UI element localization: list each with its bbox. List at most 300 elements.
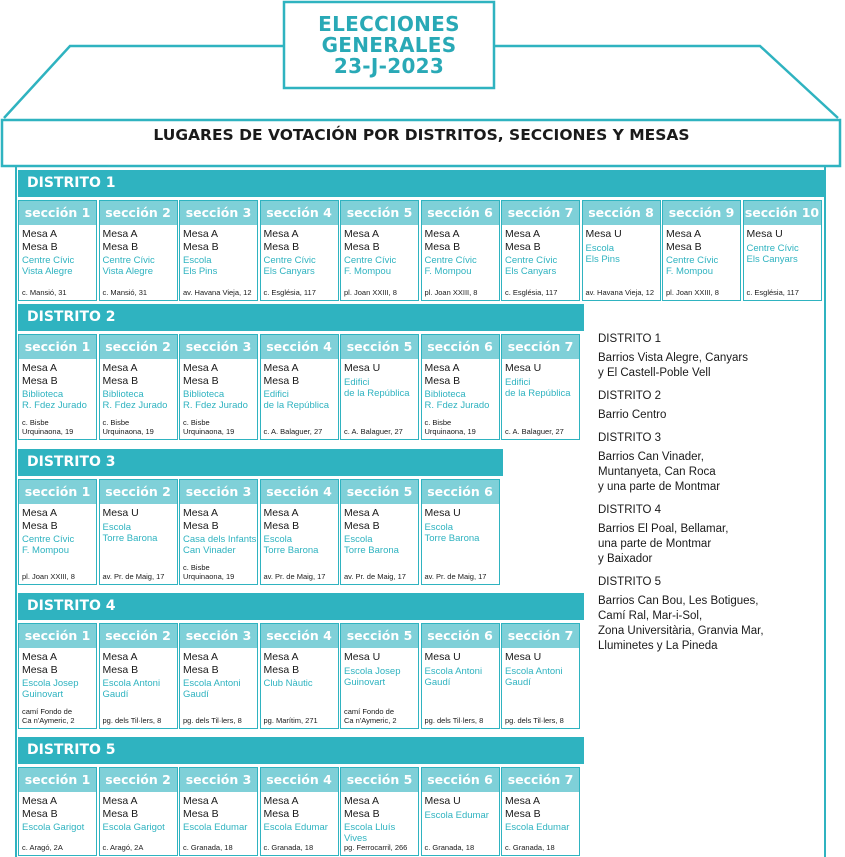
mesa-item: Mesa A bbox=[263, 795, 299, 807]
place-line: Guinovart bbox=[344, 676, 386, 688]
mesa-item: Mesa B bbox=[344, 519, 380, 532]
place-line: R. Fdez Jurado bbox=[183, 400, 248, 411]
section-card bbox=[18, 623, 97, 729]
section-card bbox=[501, 334, 580, 440]
address-line: c. Església, 117 bbox=[746, 288, 799, 297]
place-line: Escola bbox=[585, 242, 615, 254]
legend-description bbox=[598, 522, 818, 567]
mesa-item: Mesa A bbox=[183, 362, 219, 374]
section-card bbox=[99, 200, 178, 301]
legend-title: DISTRITO 1 bbox=[598, 333, 662, 345]
place-line: Centre Cívic bbox=[102, 255, 155, 266]
section-label: sección 3 bbox=[180, 480, 257, 504]
address bbox=[103, 843, 176, 852]
section-label: sección 4 bbox=[261, 335, 338, 359]
section-label: sección 1 bbox=[19, 480, 96, 504]
place-line: Escola Antoni bbox=[183, 678, 241, 689]
mesa-list bbox=[422, 225, 499, 253]
polling-place bbox=[19, 253, 96, 277]
legend-line: Camí Ral, Mar-i-Sol, bbox=[598, 610, 703, 622]
mesa-item: Mesa A bbox=[183, 651, 219, 663]
mesa-list bbox=[19, 225, 96, 253]
polling-place bbox=[744, 241, 821, 265]
section-label: sección 4 bbox=[261, 480, 338, 504]
address-line: pl. Joan XXIII, 8 bbox=[666, 288, 719, 297]
section-card bbox=[260, 767, 339, 856]
place-line: R. Fdez Jurado bbox=[424, 400, 490, 411]
address bbox=[183, 418, 256, 436]
polling-place bbox=[502, 253, 579, 277]
address bbox=[183, 288, 256, 297]
mesa-item: Mesa B bbox=[22, 663, 58, 676]
place-line: Torre Barona bbox=[424, 532, 480, 544]
section-card bbox=[18, 334, 97, 440]
address bbox=[22, 707, 95, 725]
address-line: av. Havana Vieja, 12 bbox=[585, 288, 655, 297]
legend-line: Barrios Vista Alegre, Canyars bbox=[598, 352, 748, 364]
legend-line: Barrios El Poal, Bellamar, bbox=[598, 523, 729, 535]
polling-place bbox=[100, 387, 177, 411]
mesa-item: Mesa B bbox=[22, 519, 58, 532]
address bbox=[344, 843, 417, 852]
section-card bbox=[99, 623, 178, 729]
section-label: sección 7 bbox=[502, 624, 579, 648]
section-card bbox=[179, 334, 258, 440]
address bbox=[183, 843, 256, 852]
section-card bbox=[260, 334, 339, 440]
section-label: sección 5 bbox=[341, 335, 418, 359]
section-label: sección 7 bbox=[502, 335, 579, 359]
address-line: c. Mansió, 31 bbox=[22, 288, 67, 297]
address-line: Urquinaona, 19 bbox=[183, 572, 235, 581]
section-card bbox=[260, 623, 339, 729]
place-line: Escola Edumar bbox=[424, 809, 489, 821]
mesa-list bbox=[19, 792, 96, 820]
section-card bbox=[99, 767, 178, 856]
polling-place bbox=[180, 387, 257, 411]
mesa-list bbox=[502, 792, 579, 820]
place-line: Torre Barona bbox=[263, 545, 319, 556]
place-line: Centre Cívic bbox=[424, 255, 477, 266]
section-card bbox=[260, 200, 339, 301]
place-line: Torre Barona bbox=[102, 532, 158, 544]
address bbox=[103, 418, 176, 436]
place-line: Els Canyars bbox=[505, 266, 557, 277]
mesa-list bbox=[422, 648, 499, 664]
mesa-item: Mesa A bbox=[102, 651, 138, 663]
polling-place bbox=[341, 375, 418, 399]
mesa-list bbox=[19, 359, 96, 387]
mesa-item: Mesa B bbox=[263, 240, 300, 253]
mesa-list bbox=[583, 225, 660, 241]
mesa-list bbox=[180, 792, 257, 820]
place-line: Gaudí bbox=[505, 676, 531, 688]
mesa-item: Mesa B bbox=[183, 663, 219, 676]
address-line: c. A. Balaguer, 27 bbox=[344, 427, 403, 436]
section-label: sección 2 bbox=[100, 624, 177, 648]
section-card bbox=[18, 479, 97, 585]
mesa-item: Mesa U bbox=[505, 362, 542, 374]
mesa-item: Mesa U bbox=[424, 795, 461, 807]
address bbox=[425, 716, 498, 725]
section-label: sección 4 bbox=[261, 624, 338, 648]
polling-place bbox=[100, 676, 177, 700]
polling-place bbox=[583, 241, 660, 265]
section-label: sección 6 bbox=[422, 624, 499, 648]
place-line: Torre Barona bbox=[344, 545, 399, 556]
polling-place bbox=[261, 532, 338, 556]
mesa-item: Mesa A bbox=[102, 228, 138, 240]
mesa-item: Mesa A bbox=[183, 507, 219, 519]
mesa-item: Mesa U bbox=[746, 228, 783, 240]
title-box bbox=[284, 2, 494, 88]
section-label: sección 2 bbox=[100, 480, 177, 504]
mesa-item: Mesa B bbox=[666, 240, 702, 253]
address bbox=[666, 288, 739, 297]
section-card bbox=[501, 200, 580, 301]
mesa-item: Mesa B bbox=[424, 374, 461, 387]
address bbox=[586, 288, 659, 297]
page-subtitle: LUGARES DE VOTACIÓN POR DISTRITOS, SECCIONES Y MESAS bbox=[153, 126, 690, 144]
address-line: c. Església, 117 bbox=[505, 288, 558, 297]
section-label: sección 6 bbox=[422, 335, 499, 359]
district-header-1: DISTRITO 1 bbox=[18, 170, 826, 197]
legend-line: Muntanyeta, Can Roca bbox=[598, 466, 716, 478]
address bbox=[344, 572, 417, 581]
mesa-item: Mesa B bbox=[505, 807, 541, 820]
polling-place bbox=[422, 520, 499, 544]
polling-place bbox=[261, 253, 338, 277]
address bbox=[103, 572, 176, 581]
legend-line: y El Castell-Poble Vell bbox=[598, 367, 711, 379]
legend-line: Zona Universitària, Granvia Mar, bbox=[598, 625, 764, 637]
polling-place bbox=[502, 820, 579, 833]
address bbox=[103, 288, 176, 297]
place-line: Escola Antoni bbox=[102, 678, 161, 689]
mesa-item: Mesa B bbox=[263, 519, 300, 532]
legend-group-1 bbox=[598, 333, 818, 381]
place-line: Centre Cívic bbox=[263, 255, 316, 266]
address bbox=[22, 843, 95, 852]
district-header-5: DISTRITO 5 bbox=[18, 737, 584, 764]
address-line: c. Església, 117 bbox=[263, 288, 316, 297]
address bbox=[425, 843, 498, 852]
address-line: pg. dels Til·lers, 8 bbox=[102, 716, 162, 725]
address-line: c. Bisbe bbox=[183, 418, 210, 427]
address-line: camí Fondo de bbox=[344, 707, 395, 716]
mesa-item: Mesa B bbox=[22, 240, 58, 253]
polling-place bbox=[341, 532, 418, 556]
title-line-1: ELECCIONES bbox=[318, 11, 460, 36]
mesa-item: Mesa B bbox=[183, 374, 219, 387]
section-card bbox=[421, 200, 500, 301]
legend-line: Barrios Can Vinader, bbox=[598, 451, 704, 463]
polling-place bbox=[261, 820, 338, 833]
mesa-item: Mesa A bbox=[505, 228, 541, 240]
mesa-item: Mesa A bbox=[424, 228, 460, 240]
place-line: F. Mompou bbox=[22, 545, 69, 556]
address-line: c. Aragó, 2A bbox=[102, 843, 144, 852]
section-label: sección 5 bbox=[341, 201, 418, 225]
address-line: pl. Joan XXIII, 8 bbox=[344, 288, 397, 297]
place-line: Gaudí bbox=[183, 689, 209, 700]
address bbox=[505, 843, 578, 852]
place-line: Escola Lluís Vives bbox=[344, 822, 396, 844]
address bbox=[22, 288, 95, 297]
mesa-item: Mesa A bbox=[102, 362, 138, 374]
mesa-list bbox=[341, 648, 418, 664]
district-legend bbox=[598, 333, 818, 663]
mesa-item: Mesa B bbox=[505, 240, 541, 253]
place-line: Centre Cívic bbox=[746, 242, 799, 254]
polling-place bbox=[100, 520, 177, 544]
mesa-item: Mesa A bbox=[22, 651, 58, 663]
mesa-item: Mesa B bbox=[424, 240, 461, 253]
legend-line: Barrio Centro bbox=[598, 409, 667, 421]
mesa-list bbox=[19, 504, 96, 532]
address-line: Urquinaona, 19 bbox=[22, 427, 74, 436]
section-label: sección 5 bbox=[341, 624, 418, 648]
address bbox=[344, 707, 417, 725]
district-header-4: DISTRITO 4 bbox=[18, 593, 584, 620]
legend-description bbox=[598, 594, 818, 654]
mesa-item: Mesa B bbox=[344, 240, 380, 253]
polling-place bbox=[19, 676, 96, 700]
place-line: Guinovart bbox=[22, 689, 64, 700]
mesa-list bbox=[744, 225, 821, 241]
section-label: sección 3 bbox=[180, 335, 257, 359]
section-label: sección 10 bbox=[744, 201, 821, 225]
mesa-item: Mesa A bbox=[22, 795, 58, 807]
address-line: c. Bisbe bbox=[102, 418, 130, 427]
mesa-item: Mesa U bbox=[344, 651, 381, 663]
address-line: Ca n'Aymeric, 2 bbox=[22, 716, 75, 725]
mesa-item: Mesa A bbox=[263, 228, 299, 240]
address bbox=[505, 288, 578, 297]
district-header-2: DISTRITO 2 bbox=[18, 304, 584, 331]
section-label: sección 6 bbox=[422, 201, 499, 225]
address-line: c. A. Balaguer, 27 bbox=[505, 427, 564, 436]
polling-place bbox=[261, 676, 338, 689]
legend-line: una parte de Montmar bbox=[598, 538, 712, 550]
mesa-item: Mesa A bbox=[344, 795, 380, 807]
place-line: F. Mompou bbox=[424, 266, 472, 277]
place-line: Els Canyars bbox=[263, 266, 315, 277]
mesa-item: Mesa A bbox=[263, 362, 299, 374]
place-line: Escola bbox=[263, 534, 293, 545]
address-line: pg. dels Til·lers, 8 bbox=[183, 716, 242, 725]
mesa-list bbox=[100, 792, 177, 820]
section-card bbox=[501, 767, 580, 856]
place-line: Escola bbox=[424, 521, 454, 533]
address-line: c. Granada, 18 bbox=[183, 843, 233, 852]
place-line: F. Mompou bbox=[666, 266, 713, 277]
address bbox=[264, 572, 337, 581]
place-line: Escola Antoni bbox=[505, 665, 563, 677]
section-card bbox=[340, 479, 419, 585]
section-label: sección 2 bbox=[100, 768, 177, 792]
polling-place bbox=[422, 808, 499, 821]
section-label: sección 7 bbox=[502, 768, 579, 792]
place-line: F. Mompou bbox=[344, 266, 391, 277]
mesa-list bbox=[100, 225, 177, 253]
mesa-item: Mesa A bbox=[344, 507, 380, 519]
mesa-item: Mesa U bbox=[505, 651, 542, 663]
mesa-list bbox=[19, 648, 96, 676]
place-line: Biblioteca bbox=[183, 389, 225, 400]
section-card bbox=[179, 200, 258, 301]
section-label: sección 4 bbox=[261, 201, 338, 225]
mesa-item: Mesa U bbox=[424, 651, 461, 663]
legend-description bbox=[598, 408, 818, 423]
mesa-item: Mesa A bbox=[183, 795, 219, 807]
section-label: sección 1 bbox=[19, 201, 96, 225]
place-line: Centre Cívic bbox=[505, 255, 558, 266]
section-card bbox=[743, 200, 822, 301]
polling-place bbox=[100, 253, 177, 277]
mesa-item: Mesa U bbox=[102, 507, 139, 519]
address bbox=[344, 288, 417, 297]
mesa-list bbox=[261, 504, 338, 532]
mesa-item: Mesa A bbox=[344, 228, 380, 240]
mesa-list bbox=[180, 225, 257, 253]
section-card bbox=[582, 200, 661, 301]
section-card bbox=[421, 623, 500, 729]
section-card bbox=[421, 767, 500, 856]
polling-place bbox=[180, 253, 257, 277]
section-label: sección 3 bbox=[180, 201, 257, 225]
address-line: Ca n'Aymeric, 2 bbox=[344, 716, 397, 725]
polling-place bbox=[341, 253, 418, 277]
section-label: sección 8 bbox=[583, 201, 660, 225]
address bbox=[425, 288, 498, 297]
section-card bbox=[340, 767, 419, 856]
mesa-item: Mesa A bbox=[505, 795, 541, 807]
mesa-list bbox=[100, 504, 177, 520]
address-line: av. Pr. de Maig, 17 bbox=[102, 572, 165, 581]
polling-place bbox=[422, 253, 499, 277]
legend-title: DISTRITO 5 bbox=[598, 576, 662, 588]
mesa-item: Mesa A bbox=[183, 228, 219, 240]
mesa-item: Mesa B bbox=[102, 374, 139, 387]
polling-place bbox=[663, 253, 740, 277]
section-card bbox=[340, 623, 419, 729]
polling-place bbox=[180, 532, 257, 556]
polling-place bbox=[261, 387, 338, 411]
section-label: sección 5 bbox=[341, 768, 418, 792]
mesa-list bbox=[341, 792, 418, 820]
place-line: Vista Alegre bbox=[22, 266, 73, 277]
address-line: c. Granada, 18 bbox=[424, 843, 475, 852]
legend-line: Barrios Can Bou, Les Botigues, bbox=[598, 595, 759, 607]
mesa-list bbox=[261, 359, 338, 387]
mesa-item: Mesa B bbox=[22, 807, 58, 820]
section-card bbox=[260, 479, 339, 585]
place-line: Can Vinader bbox=[183, 545, 236, 556]
polling-place bbox=[422, 387, 499, 411]
address-line: Urquinaona, 19 bbox=[424, 427, 476, 436]
place-line: Escola Josep bbox=[344, 665, 401, 677]
mesa-item: Mesa A bbox=[424, 362, 460, 374]
mesa-item: Mesa B bbox=[344, 807, 380, 820]
address-line: pg. dels Til·lers, 8 bbox=[424, 716, 484, 725]
place-line: Edifici bbox=[505, 376, 531, 388]
mesa-list bbox=[663, 225, 740, 253]
section-card bbox=[421, 479, 500, 585]
place-line: Casa dels Infants bbox=[183, 534, 257, 545]
address bbox=[183, 563, 256, 581]
section-card bbox=[340, 200, 419, 301]
mesa-list bbox=[261, 792, 338, 820]
place-line: Biblioteca bbox=[22, 389, 64, 400]
address-line: camí Fondo de bbox=[22, 707, 73, 716]
mesa-list bbox=[100, 648, 177, 676]
address bbox=[264, 843, 337, 852]
address bbox=[264, 427, 337, 436]
mesa-item: Mesa B bbox=[183, 519, 219, 532]
legend-title: DISTRITO 4 bbox=[598, 504, 662, 516]
address-line: pg. Marítim, 271 bbox=[263, 716, 318, 725]
legend-title: DISTRITO 3 bbox=[598, 432, 662, 444]
district-header-3: DISTRITO 3 bbox=[18, 449, 503, 476]
address bbox=[747, 288, 820, 297]
section-card bbox=[179, 623, 258, 729]
place-line: Centre Cívic bbox=[344, 255, 397, 266]
mesa-list bbox=[422, 504, 499, 520]
address bbox=[505, 427, 578, 436]
place-line: Escola bbox=[183, 255, 212, 266]
mesa-item: Mesa B bbox=[183, 807, 219, 820]
place-line: Els Pins bbox=[585, 253, 620, 265]
address bbox=[425, 418, 498, 436]
place-line: de la República bbox=[505, 387, 571, 399]
place-line: de la República bbox=[344, 387, 410, 399]
place-line: Escola bbox=[344, 534, 373, 545]
place-line: Escola Antoni bbox=[424, 665, 483, 677]
address-line: c. A. Balaguer, 27 bbox=[263, 427, 323, 436]
address-line: c. Granada, 18 bbox=[263, 843, 314, 852]
section-label: sección 7 bbox=[502, 201, 579, 225]
section-card bbox=[340, 334, 419, 440]
address-line: av. Pr. de Maig, 17 bbox=[263, 572, 326, 581]
address-line: pl. Joan XXIII, 8 bbox=[22, 572, 75, 581]
section-card bbox=[421, 334, 500, 440]
place-line: Els Canyars bbox=[746, 253, 798, 265]
address-line: c. Aragó, 2A bbox=[22, 843, 63, 852]
mesa-item: Mesa A bbox=[22, 507, 58, 519]
address bbox=[264, 288, 337, 297]
place-line: Centre Cívic bbox=[22, 255, 75, 266]
mesa-item: Mesa B bbox=[102, 807, 139, 820]
address bbox=[103, 716, 176, 725]
mesa-list bbox=[180, 648, 257, 676]
polling-place bbox=[180, 676, 257, 700]
address bbox=[344, 427, 417, 436]
legend-group-5 bbox=[598, 576, 818, 654]
polling-place bbox=[19, 532, 96, 556]
place-line: Biblioteca bbox=[102, 389, 144, 400]
address bbox=[22, 418, 95, 436]
address-line: c. Bisbe bbox=[183, 563, 210, 572]
mesa-item: Mesa B bbox=[263, 807, 300, 820]
mesa-list bbox=[180, 359, 257, 387]
place-line: Vista Alegre bbox=[102, 266, 154, 277]
address-line: av. Pr. de Maig, 17 bbox=[344, 572, 406, 581]
place-line: Gaudí bbox=[102, 689, 129, 700]
legend-title: DISTRITO 2 bbox=[598, 390, 662, 402]
mesa-item: Mesa B bbox=[263, 663, 300, 676]
address-line: pl. Joan XXIII, 8 bbox=[424, 288, 478, 297]
